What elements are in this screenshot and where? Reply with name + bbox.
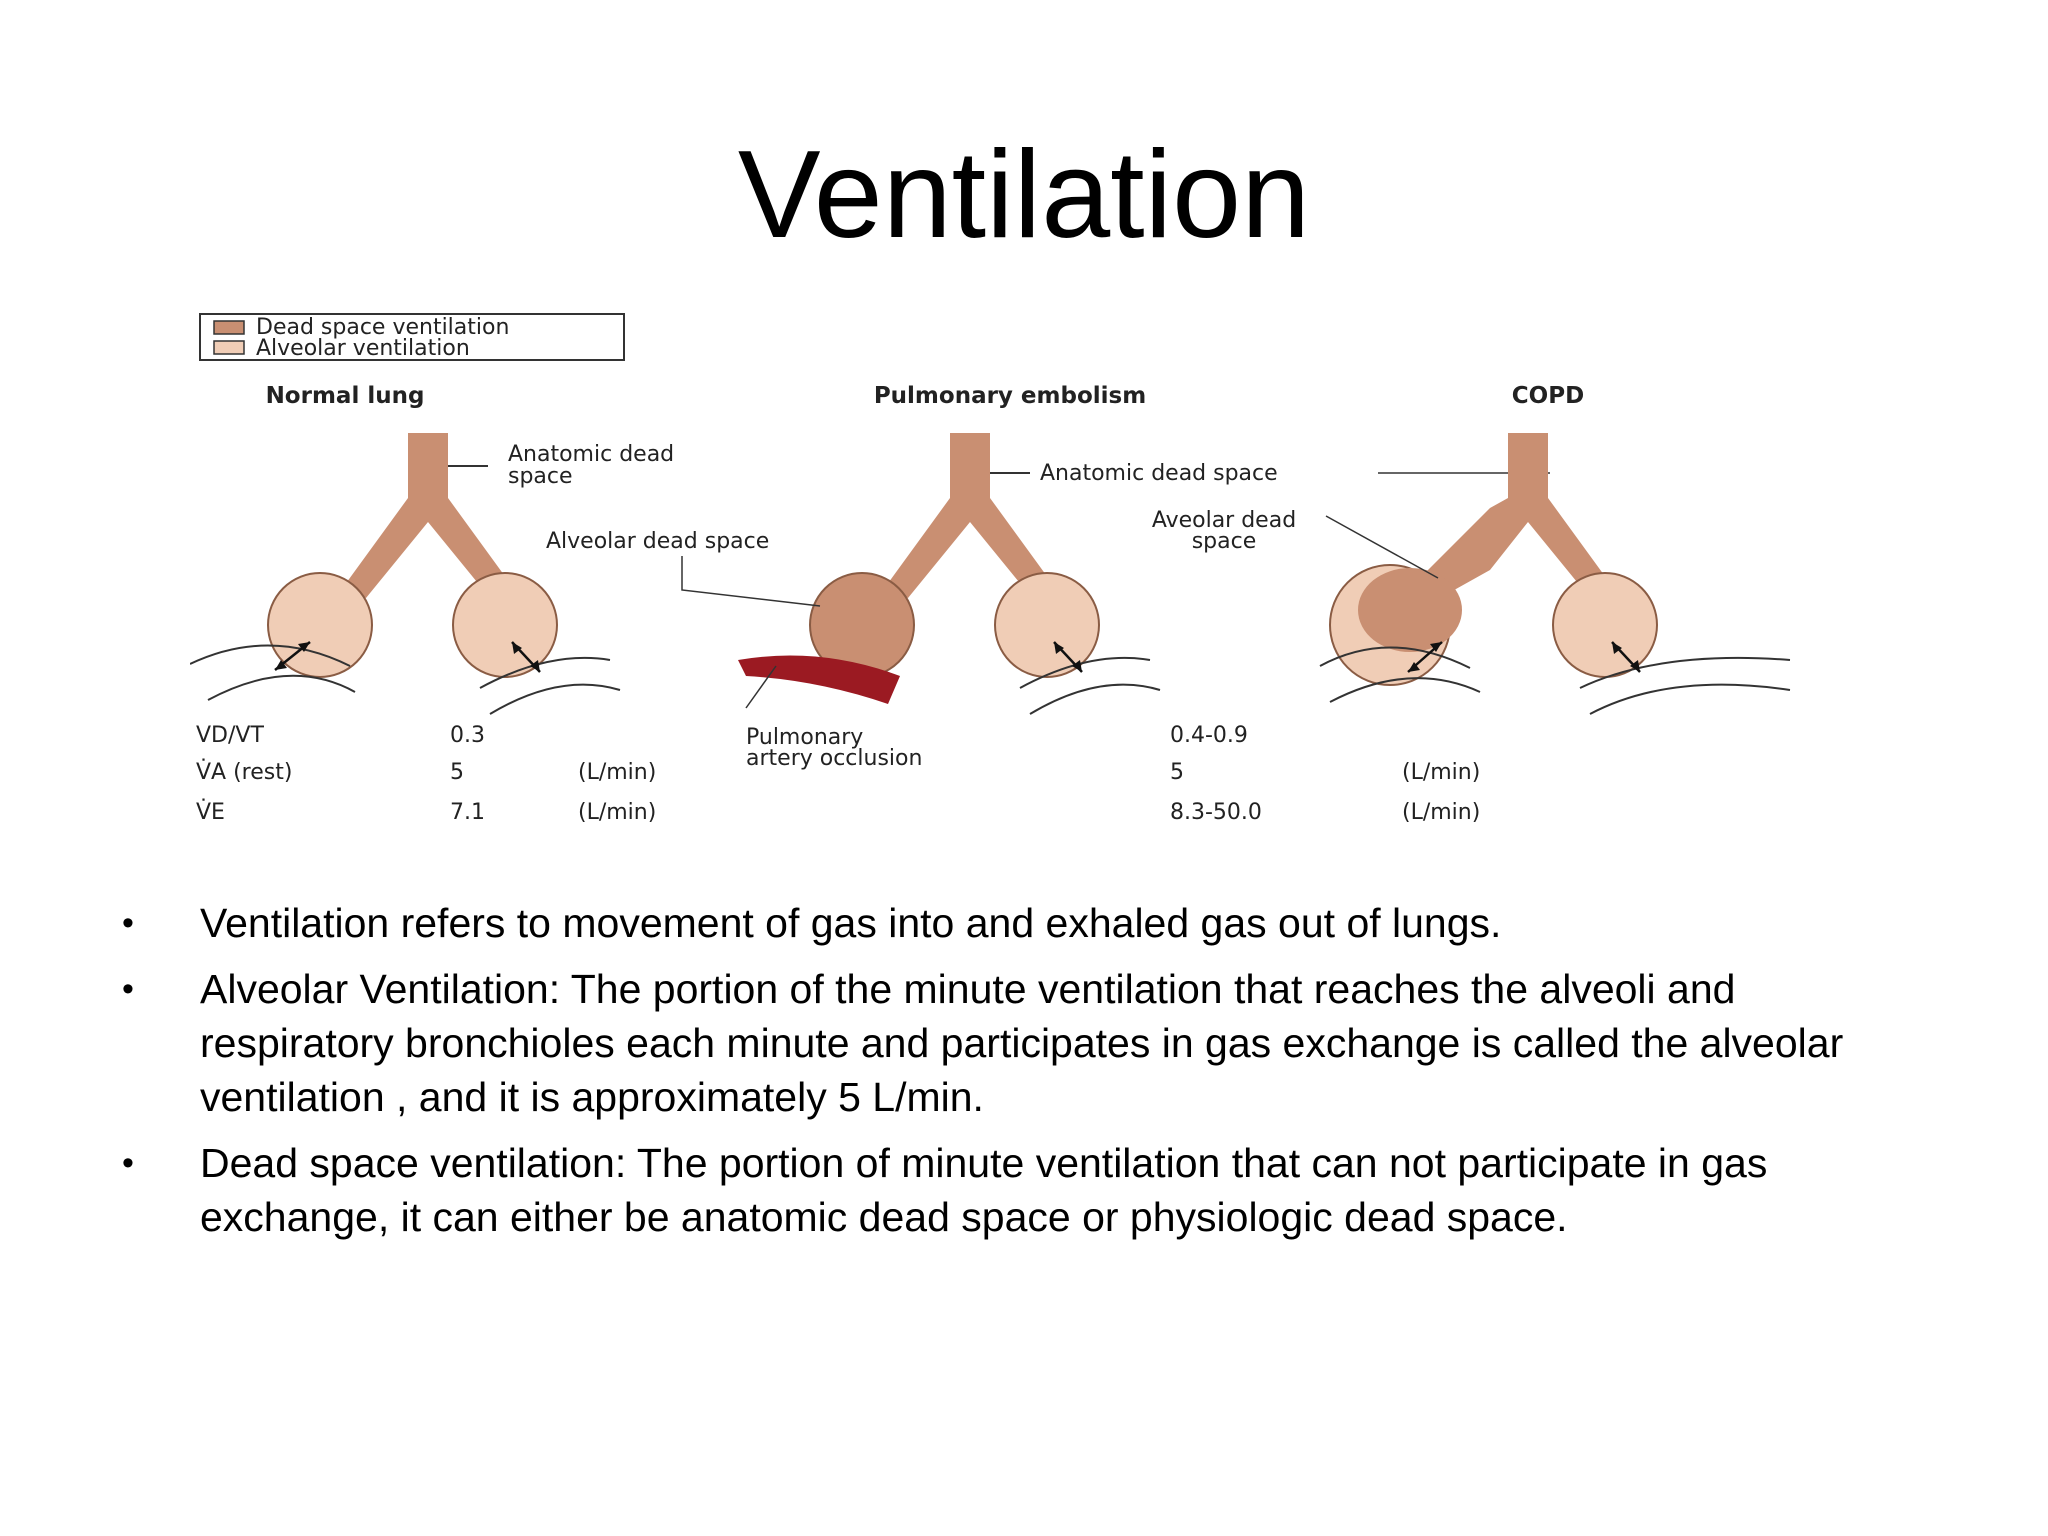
- normal-value-vd-vt: 0.3: [450, 723, 485, 748]
- normal-value-va: 5: [450, 760, 464, 785]
- label-alveolar-dead-space: Alveolar dead space: [546, 529, 770, 554]
- ventilation-figure: [190, 308, 1810, 858]
- legend-alveolar: Alveolar ventilation: [256, 336, 470, 361]
- bullet-item: [120, 896, 1920, 950]
- copd-value-vd-vt: 0.4-0.9: [1170, 723, 1248, 748]
- label-aveolar-dead-2: space: [1191, 529, 1257, 554]
- bullet-list: [120, 896, 1920, 1256]
- bullet-text: Ventilation refers to movement of gas into and exhaled gas out of lungs.: [200, 900, 1502, 946]
- panel-title-pe: Pulmonary embolism: [873, 383, 1147, 409]
- row-label-vd-vt: VD/VT: [196, 723, 264, 748]
- label-pulmonary-1: Pulmonary: [746, 725, 864, 750]
- leader-alveolar-dead: [682, 556, 820, 606]
- panel-title-copd: COPD: [1511, 383, 1585, 409]
- bullet-item: [120, 1136, 1920, 1244]
- copd-unit-ve: (L/min): [1402, 800, 1481, 825]
- bullet-item: [120, 962, 1920, 1124]
- bullet-text: Dead space ventilation: The portion of minute ventilation that can not participate in gas exchange, it can either be anatomic dead space or physiologic dead space.: [200, 1140, 1768, 1240]
- legend-swatch-dead-space: [214, 321, 244, 334]
- legend: [200, 314, 624, 361]
- slide-title: Ventilation: [737, 126, 1311, 264]
- normal-unit-va: (L/min): [578, 760, 657, 785]
- legend-swatch-alveolar: [214, 341, 244, 354]
- copd-unit-va: (L/min): [1402, 760, 1481, 785]
- panel-title-normal: Normal lung: [265, 383, 425, 409]
- legend-dead-space: Dead space ventilation: [256, 315, 510, 340]
- label-anatomic-dead-1: Anatomic dead: [508, 442, 675, 467]
- copd-airway: [1320, 433, 1790, 714]
- normal-unit-ve: (L/min): [578, 800, 657, 825]
- bullet-text: Alveolar Ventilation: The portion of the minute ventilation that reaches the alveoli and respiratory bronchioles each minute and participates in gas exchange is called the alveolar ventilation , and it is approximately 5 L/min.: [200, 966, 1844, 1120]
- copd-value-va: 5: [1170, 760, 1184, 785]
- label-aveolar-dead-1: Aveolar dead: [1151, 508, 1297, 533]
- ventilation-diagram: [190, 308, 1810, 858]
- label-anatomic-dead-2: space: [508, 464, 573, 489]
- row-label-va: V̇A (rest): [196, 760, 293, 785]
- normal-value-ve: 7.1: [450, 800, 485, 825]
- label-anatomic-dead-space: Anatomic dead space: [1040, 461, 1278, 486]
- bullet-marker: •: [122, 1144, 134, 1182]
- bullet-marker: •: [122, 970, 134, 1008]
- copd-value-ve: 8.3-50.0: [1170, 800, 1262, 825]
- label-pulmonary-2: artery occlusion: [746, 746, 923, 771]
- bullet-marker: •: [122, 904, 134, 942]
- row-label-ve: V̇E: [196, 800, 225, 825]
